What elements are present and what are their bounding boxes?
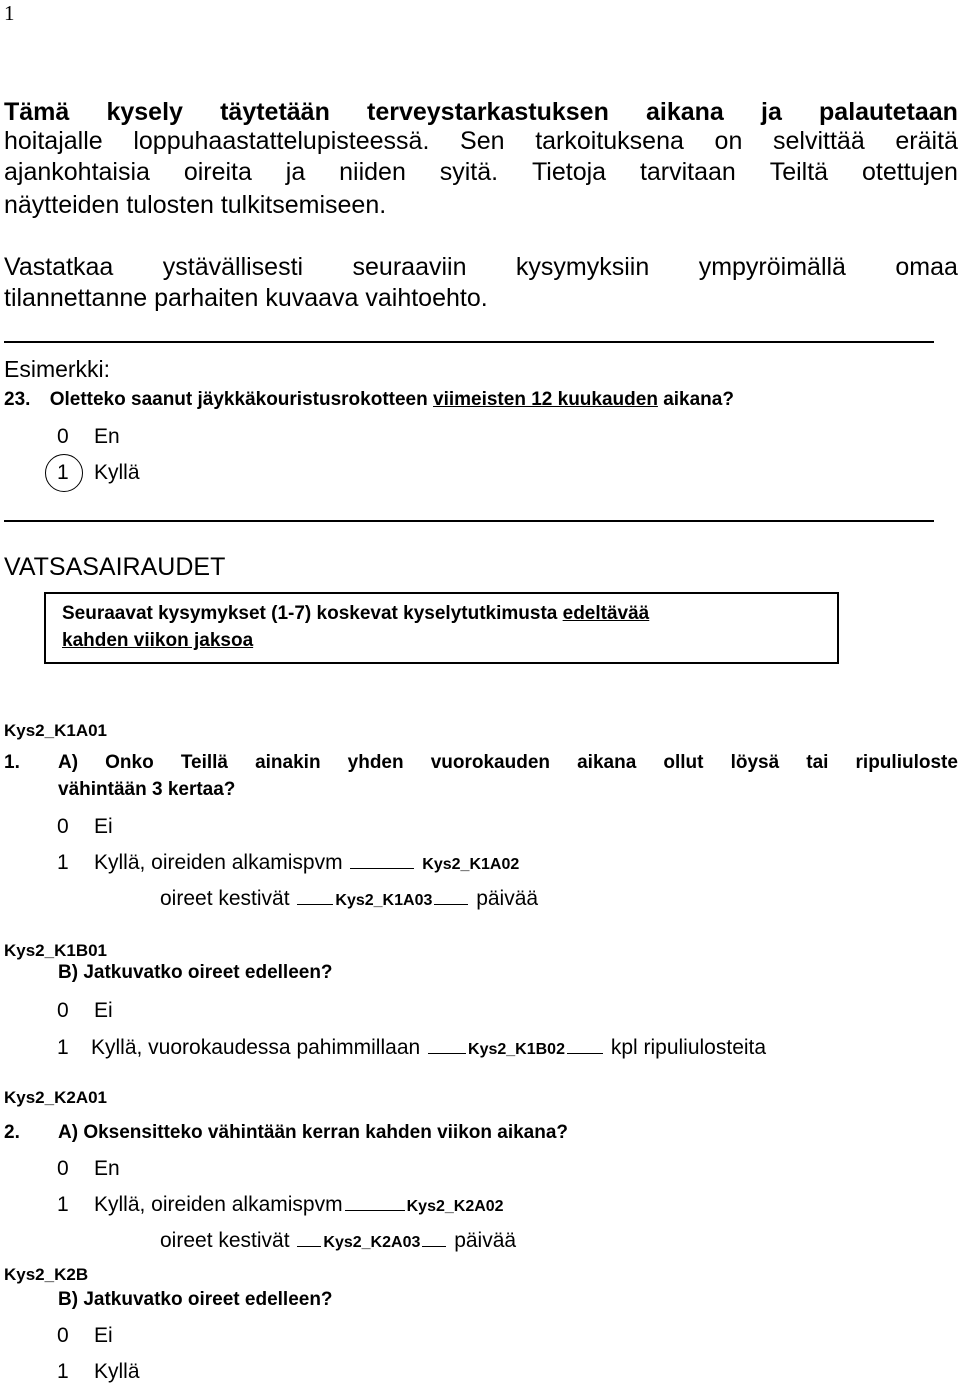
answer-blank[interactable] (428, 1053, 466, 1054)
q2-duration[interactable] (160, 1228, 516, 1256)
word: on (714, 127, 743, 155)
word: Sen (460, 127, 505, 155)
info-underlined: edeltävää (562, 603, 650, 624)
option-number: 1 (57, 1193, 69, 1216)
word: terveystarkastuksen (367, 98, 609, 126)
word: ympyröimällä (698, 253, 846, 281)
word: Tietoja (531, 158, 607, 186)
question-1b-text: B) Jatkuvatko oireet edelleen? (58, 962, 333, 983)
answer-blank[interactable] (297, 904, 333, 905)
word: niiden (339, 158, 406, 186)
word: ystävällisesti (162, 253, 304, 281)
question-text-end: aikana? (663, 389, 734, 410)
word: loppuhaastattelupisteessä. (133, 127, 430, 155)
q2b-option-0[interactable] (57, 1323, 113, 1349)
option-number: 1 (57, 461, 69, 484)
word: syitä. (439, 158, 499, 186)
answer-blank[interactable] (350, 868, 414, 869)
question-code: Kys2_K1B01 (4, 941, 108, 960)
word: ainakin (255, 752, 321, 773)
option-label: En (94, 425, 120, 448)
option-number: 0 (57, 815, 69, 838)
option-label: En (94, 1157, 120, 1180)
option-number: 1 (57, 851, 69, 874)
duration-label: oireet kestivät (160, 1229, 290, 1252)
example-label: Esimerkki: (4, 356, 111, 382)
q2-option-0[interactable] (57, 1156, 120, 1182)
duration-unit: päivää (454, 1229, 517, 1252)
word: löysä (730, 752, 780, 773)
question-1-line-1 (58, 751, 958, 775)
field-code: Kys2_K1A03 (335, 892, 433, 909)
word: Teiltä (769, 158, 829, 186)
intro-line-3-wrap (4, 157, 958, 188)
divider (4, 520, 934, 522)
word: kysymyksiin (515, 253, 650, 281)
option-number: 0 (57, 999, 69, 1022)
word: Vastatkaa (4, 253, 114, 281)
word: oireita (183, 158, 252, 186)
word: tarvitaan (639, 158, 736, 186)
word: vuorokauden (430, 752, 551, 773)
word: ja (761, 98, 782, 126)
intro-line-1 (4, 97, 958, 128)
intro-line-4: näytteiden tulosten tulkitsemiseen. (4, 191, 387, 219)
info-text: Seuraavat kysymykset (1-7) koskevat kyselytutkimusta (62, 603, 558, 624)
instruction-line-2: tilannettanne parhaiten kuvaava vaihtoehto. (4, 284, 488, 312)
duration-label: oireet kestivät (160, 887, 290, 910)
q2b-option-1[interactable] (57, 1359, 140, 1385)
instruction-line-1 (4, 252, 958, 283)
word: ripuliuloste (855, 752, 958, 773)
q1-duration[interactable] (160, 886, 538, 914)
word: otettujen (861, 158, 958, 186)
option-number: 1 (57, 1360, 69, 1383)
word: eräitä (895, 127, 958, 155)
word: tai (806, 752, 829, 773)
question-number: 1. (4, 752, 20, 773)
word: omaa (895, 253, 958, 281)
q1-option-0[interactable] (57, 814, 113, 840)
instruction-line-1-wrap (4, 252, 958, 283)
intro-line-2-wrap (4, 126, 958, 157)
divider (4, 341, 934, 343)
option-label: Ei (94, 999, 113, 1022)
word: aikana (577, 752, 637, 773)
duration-unit: päivää (476, 887, 539, 910)
option-label: Ei (94, 1324, 113, 1347)
option-label: Kyllä (94, 461, 140, 484)
word: yhden (347, 752, 404, 773)
word: ja (285, 158, 306, 186)
option-label: Kyllä, oireiden alkamispvm (94, 851, 343, 874)
word: Tämä (4, 98, 70, 126)
word: ollut (663, 752, 704, 773)
example-option-0[interactable] (57, 424, 120, 450)
question-text: Oletteko saanut jäykkäkouristusrokotteen (49, 389, 428, 410)
question-number: 2. (4, 1122, 20, 1143)
example-question (4, 388, 734, 412)
question-number: 23. (4, 389, 31, 410)
option-number: 1 (57, 1036, 69, 1059)
field-code: Kys2_K2A03 (323, 1234, 421, 1251)
word: palautetaan (819, 98, 958, 126)
field-code: Kys2_K2A02 (406, 1198, 504, 1215)
question-2b-text: B) Jatkuvatko oireet edelleen? (58, 1289, 333, 1310)
word: tarkoituksena (535, 127, 684, 155)
word: aikana (646, 98, 724, 126)
intro-line-3 (4, 157, 958, 188)
option-label: Kyllä (94, 1360, 140, 1383)
section-title: VATSASAIRAUDET (4, 553, 226, 581)
question-code: Kys2_K2B (4, 1265, 89, 1284)
question-1-line-2: vähintään 3 kertaa? (58, 779, 236, 800)
word: A) (58, 752, 79, 773)
intro-line-2 (4, 126, 958, 157)
q1-option-1[interactable] (57, 850, 519, 878)
word: kysely (106, 98, 183, 126)
option-label: Ei (94, 815, 113, 838)
word: ajankohtaisia (4, 158, 150, 186)
answer-blank[interactable] (297, 1246, 321, 1247)
option-number: 0 (57, 1157, 69, 1180)
word: selvittää (773, 127, 865, 155)
option-number: 0 (57, 425, 69, 448)
answer-blank[interactable] (434, 904, 468, 905)
option-label: Kyllä, oireiden alkamispvm (94, 1193, 343, 1216)
field-code: Kys2_K1B02 (468, 1041, 565, 1058)
question-code: Kys2_K1A01 (4, 721, 108, 740)
option-suffix: kpl ripuliulosteita (610, 1036, 767, 1059)
word: seuraaviin (352, 253, 467, 281)
word: hoitajalle (4, 127, 103, 155)
answer-blank[interactable] (345, 1210, 405, 1211)
q1b-option-0[interactable] (57, 998, 113, 1024)
example-option-1[interactable] (57, 460, 140, 486)
info-box (44, 592, 839, 664)
q1b-option-1[interactable] (57, 1035, 766, 1063)
answer-blank[interactable] (567, 1053, 603, 1054)
page-number: 1 (4, 1, 15, 25)
option-number: 0 (57, 1324, 69, 1347)
q2-option-1[interactable] (57, 1192, 504, 1220)
word: Teillä (180, 752, 228, 773)
question-code: Kys2_K2A01 (4, 1088, 108, 1107)
info-box-line-1 (62, 602, 649, 626)
intro-paragraph (4, 97, 958, 128)
question-2-text: A) Oksensitteko vähintään kerran kahden viikon aikana? (58, 1122, 569, 1143)
field-code: Kys2_K1A02 (422, 856, 520, 873)
question-underlined: viimeisten 12 kuukauden (433, 389, 658, 410)
option-label: Kyllä, vuorokaudessa pahimmillaan (91, 1036, 421, 1059)
word: Onko (105, 752, 154, 773)
info-box-line-2: kahden viikon jaksoa (62, 630, 254, 651)
answer-blank[interactable] (422, 1246, 446, 1247)
word: täytetään (220, 98, 330, 126)
